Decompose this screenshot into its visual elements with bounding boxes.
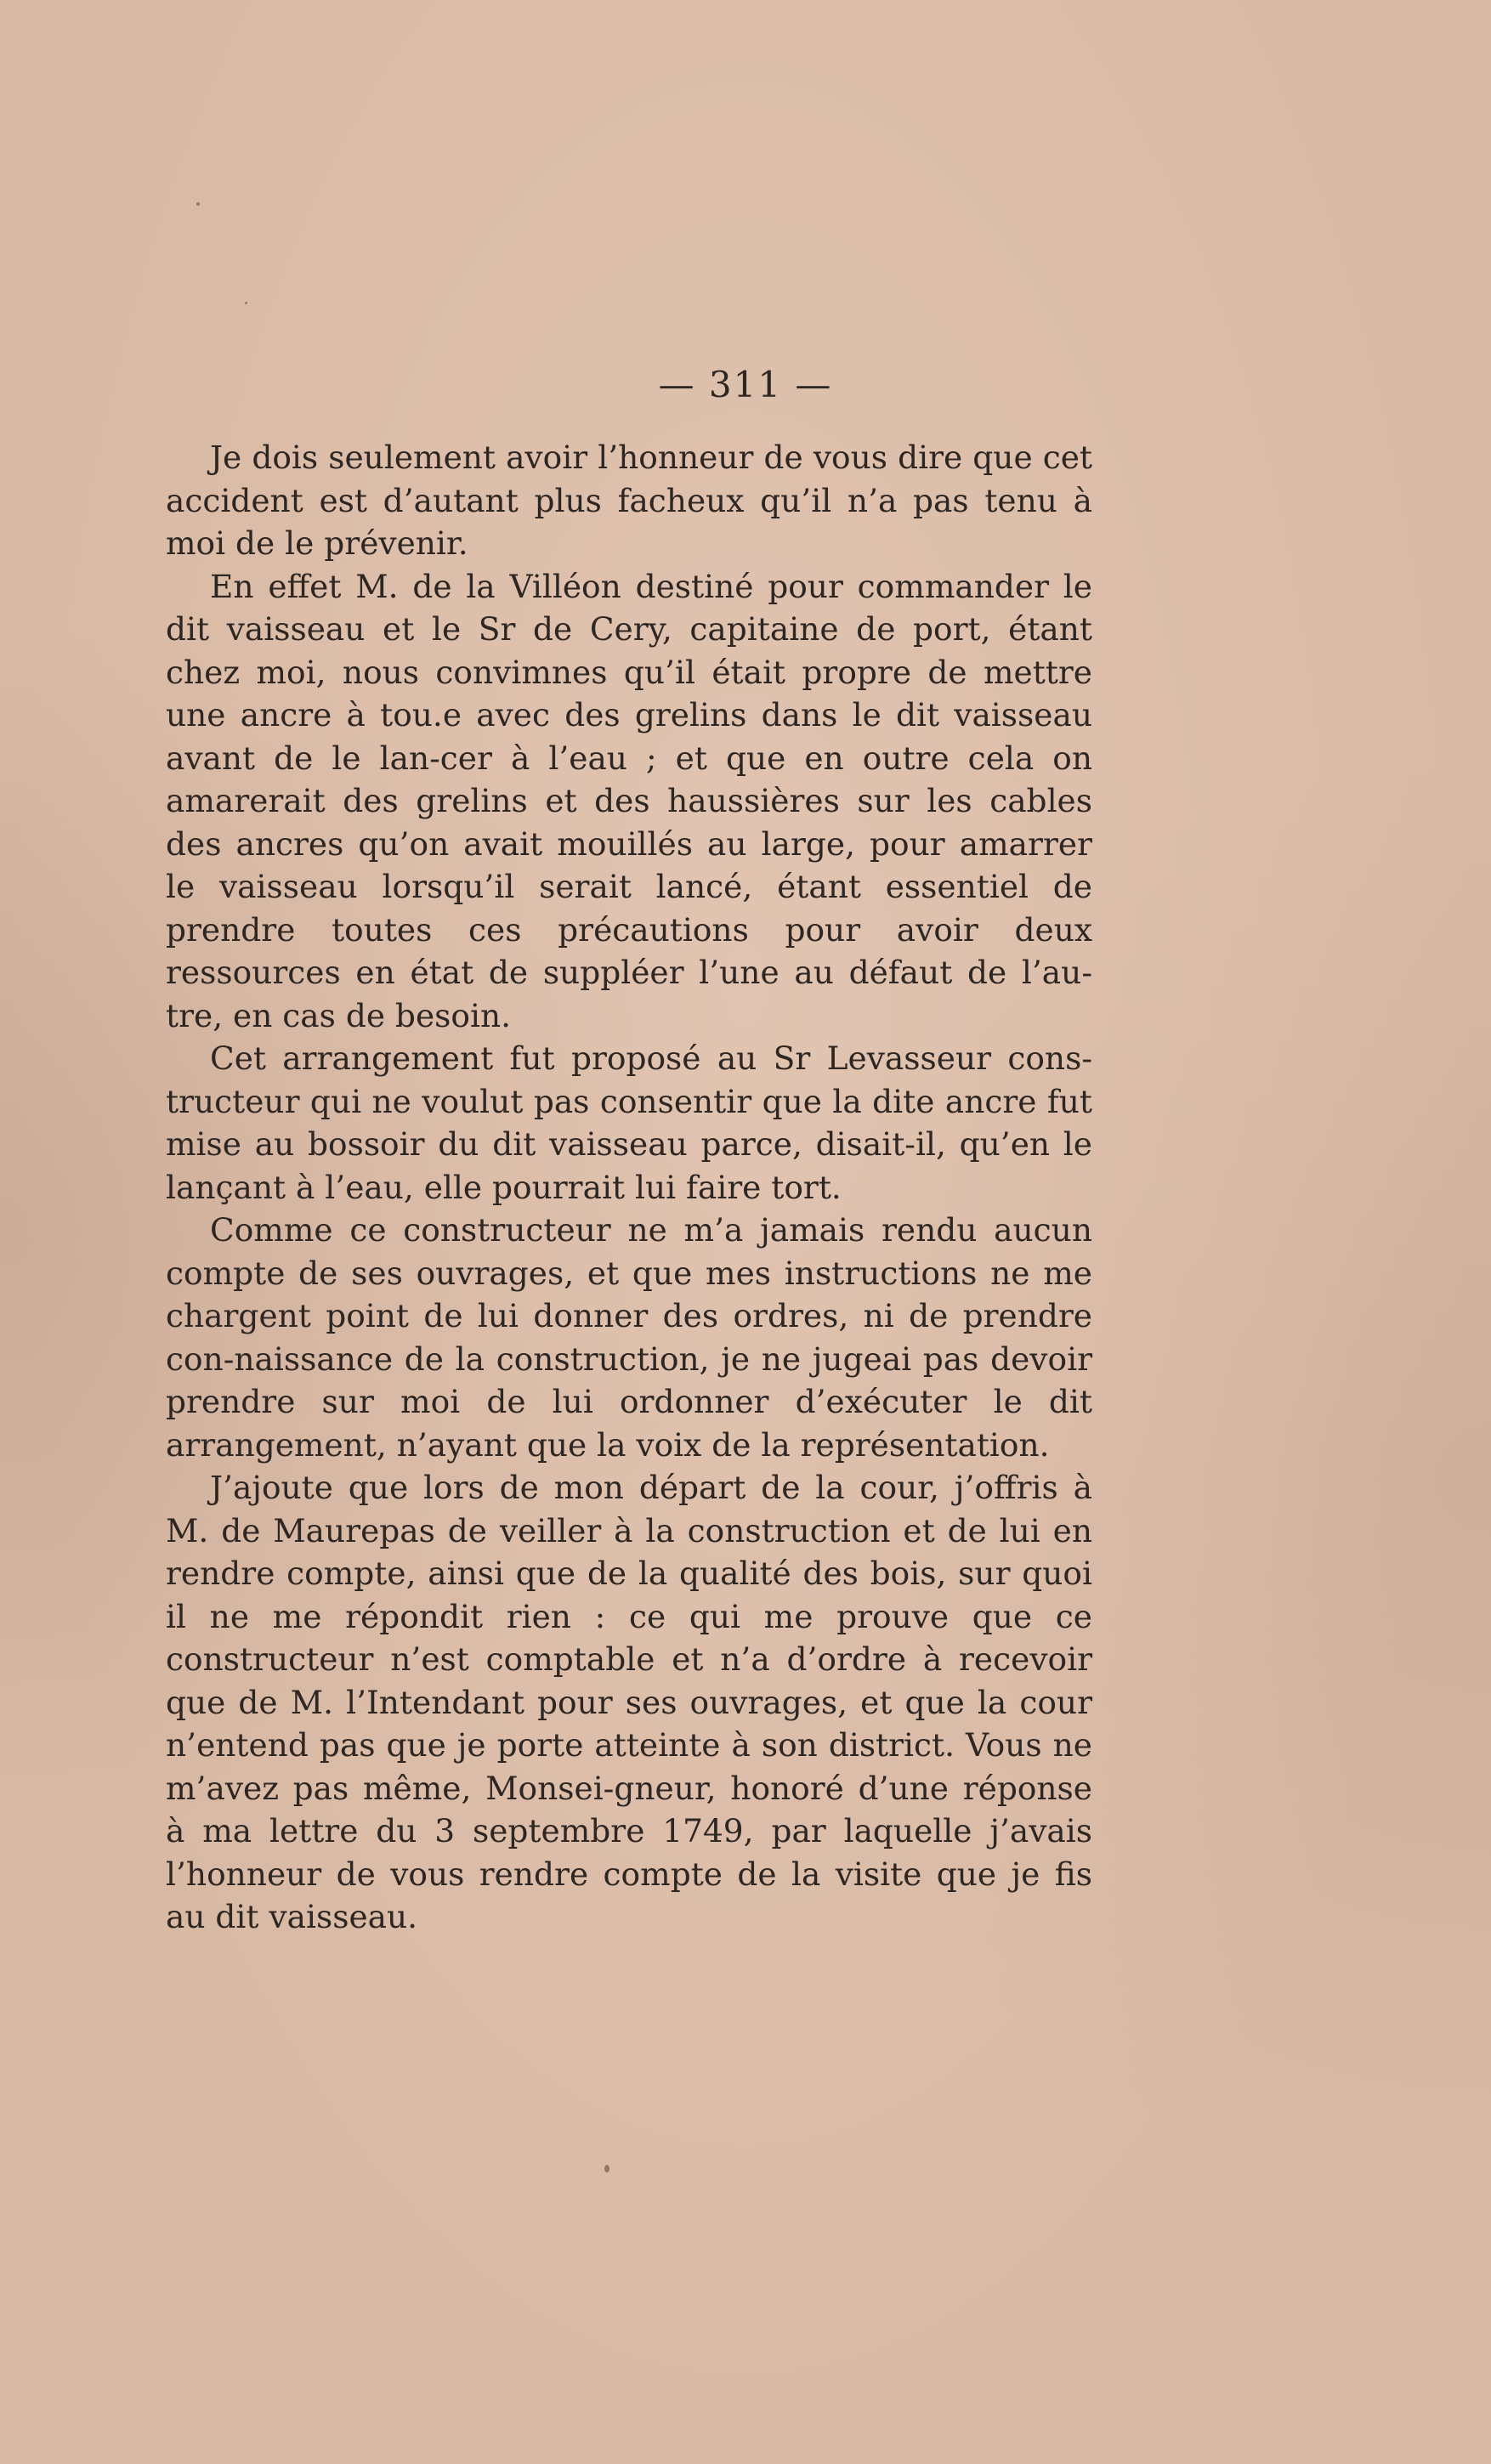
- paragraph: En effet M. de la Villéon destiné pour commander le dit vaisseau et le Sr de Cery, capitaine de port, étant chez moi, nous convimnes qu’il était propre de mettre une ancre à tou.e avec des grelins dans le dit vaisseau avant de le lan-cer à l’eau ; et que en outre cela on amarerait des grelins et des haussières sur les cables des ancres qu’on avait mouillés au large, pour amarrer le vaisseau lorsqu’il serait lancé, étant essentiel de prendre toutes ces précautions pour avoir deux ressources en état de suppléer l’une au défaut de l’au-tre, en cas de besoin.: [166, 567, 1092, 1034]
- paper-speck: [245, 302, 247, 304]
- paragraph: Comme ce constructeur ne m’a jamais rendu aucun compte de ses ouvrages, et que mes instructions ne me chargent point de lui donner des ordres, ni de prendre con-naissance de la construction, je ne jugeai pas devoir prendre sur moi de lui ordonner d’exécuter le dit arrangement, n’ayant que la voix de la représentation.: [166, 1211, 1092, 1464]
- paper-speck: [604, 2165, 609, 2172]
- paragraph: Je dois seulement avoir l’honneur de vous dire que cet accident est d’autant plus facheux qu’il n’a pas tenu à moi de le prévenir.: [166, 439, 1092, 562]
- paragraph: J’ajoute que lors de mon départ de la cour, j’offris à M. de Maurepas de veiller à la construction et de lui en rendre compte, ainsi que de la qualité des bois, sur quoi il ne me répondit rien : ce qui me prouve que ce constructeur n’est comptable et n’a d’ordre à recevoir que de M. l’Intendant pour ses ouvrages, et que la cour n’entend pas que je porte atteinte à son district. Vous ne m’avez pas même, Monsei-gneur, honoré d’une réponse à ma lettre du 3 septembre 1749, par laquelle j’avais l’honneur de vous rendre compte de la visite que je fis au dit vaisseau.: [166, 1469, 1092, 1935]
- paragraph: Cet arrangement fut proposé au Sr Levasseur cons-tructeur qui ne voulut pas consentir que la dite ancre fut mise au bossoir du dit vaisseau parce, disait-il, qu’en le lançant à l’eau, elle pourrait lui faire tort.: [166, 1039, 1092, 1206]
- paper-speck: [196, 202, 200, 206]
- body-text: [166, 436, 1092, 1939]
- page-number: — 311 —: [658, 364, 833, 405]
